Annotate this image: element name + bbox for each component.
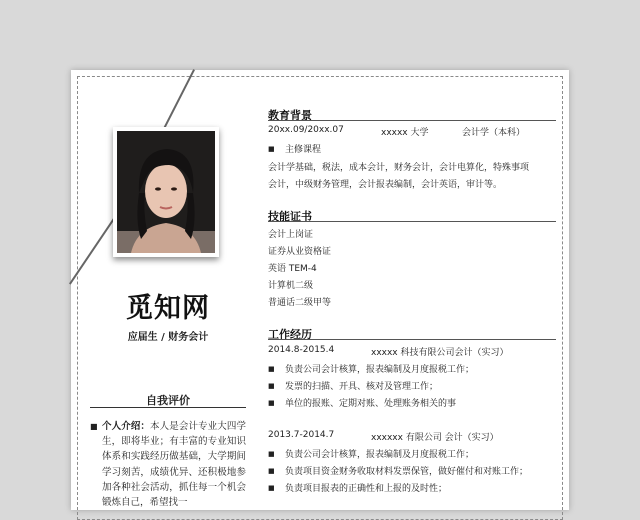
- courses-line-1: 会计学基础，税法，成本会计，财务会计，会计电算化，特殊事项: [268, 163, 530, 173]
- education-divider: [268, 120, 556, 121]
- candidate-name: 觅知网: [126, 293, 210, 324]
- work-divider: [268, 339, 556, 340]
- courses-label: ■ 主修课程: [268, 145, 322, 155]
- job-duty: ■ 负责项目资金财务收取材料发票保管，做好催付和对账工作；: [268, 467, 529, 477]
- bullet-icon: ■: [268, 365, 275, 373]
- bullet-icon: ■: [268, 399, 275, 407]
- job-duty: ■ 发票的扫描、开具、核对及管理工作；: [268, 382, 439, 392]
- profile-photo-frame: [113, 127, 219, 257]
- job-duty: ■ 负责公司会计核算，报表编制及月度报税工作；: [268, 450, 475, 460]
- certificate-item: 计算机二级: [268, 281, 314, 291]
- education-school: xxxxx 大学: [381, 128, 429, 138]
- bullet-icon: ■: [268, 484, 275, 492]
- job-header: [268, 430, 499, 443]
- education-date: 20xx.09/20xx.07: [268, 125, 344, 135]
- profile-photo: [117, 131, 215, 253]
- bullet-icon: ■: [268, 450, 275, 458]
- job-date: 2013.7-2014.7: [268, 430, 335, 440]
- self-eval-title: 自我评价: [146, 394, 190, 407]
- job-duty: ■ 负责公司会计核算，报表编制及月度报税工作；: [268, 365, 475, 375]
- bullet-icon: ■: [268, 145, 275, 153]
- courses-line-2: 会计，中级财务管理，会计报表编制，会计英语，审计等。: [268, 180, 503, 190]
- self-eval-body: [90, 419, 246, 510]
- education-major: 会计学（本科）: [462, 128, 526, 138]
- self-eval-text: 本人是会计专业大四学生，即将毕业；有丰富的专业知识体系和实践经历做基础，大学期间学习刻苦，成绩优异、还积极地参加各种社会活动，抓住每一个机会锻炼自己，希望找一: [102, 421, 246, 509]
- job-company: xxxxxx 有限公司 会计（实习）: [371, 433, 499, 443]
- job-company: xxxxx 科技有限公司会计（实习）: [371, 348, 509, 358]
- certificate-item: 证券从业资格证: [268, 247, 332, 257]
- certificates-divider: [268, 221, 556, 222]
- self-eval-label: 个人介绍：: [102, 421, 151, 432]
- job-duty: ■ 单位的报账、定期对账、处理账务相关的事: [268, 399, 457, 409]
- self-eval-divider: [90, 407, 246, 408]
- bullet-icon: ■: [268, 382, 275, 390]
- certificate-item: 普通话二级甲等: [268, 298, 332, 308]
- education-title: 教育背景: [268, 109, 312, 122]
- certificate-item: 会计上岗证: [268, 230, 314, 240]
- portrait-image: [117, 131, 215, 253]
- job-duty: ■ 负责项目报表的正确性和上报的及时性；: [268, 484, 448, 494]
- work-title: 工作经历: [268, 328, 312, 341]
- bullet-icon: ■: [268, 467, 275, 475]
- education-row: [268, 125, 526, 138]
- bullet-icon: ■: [90, 422, 98, 431]
- certificate-item: 英语 TEM-4: [268, 264, 317, 274]
- certificates-title: 技能证书: [268, 210, 312, 223]
- candidate-role: 应届生 / 财务会计: [127, 332, 209, 343]
- job-header: [268, 345, 509, 358]
- job-date: 2014.8-2015.4: [268, 345, 335, 355]
